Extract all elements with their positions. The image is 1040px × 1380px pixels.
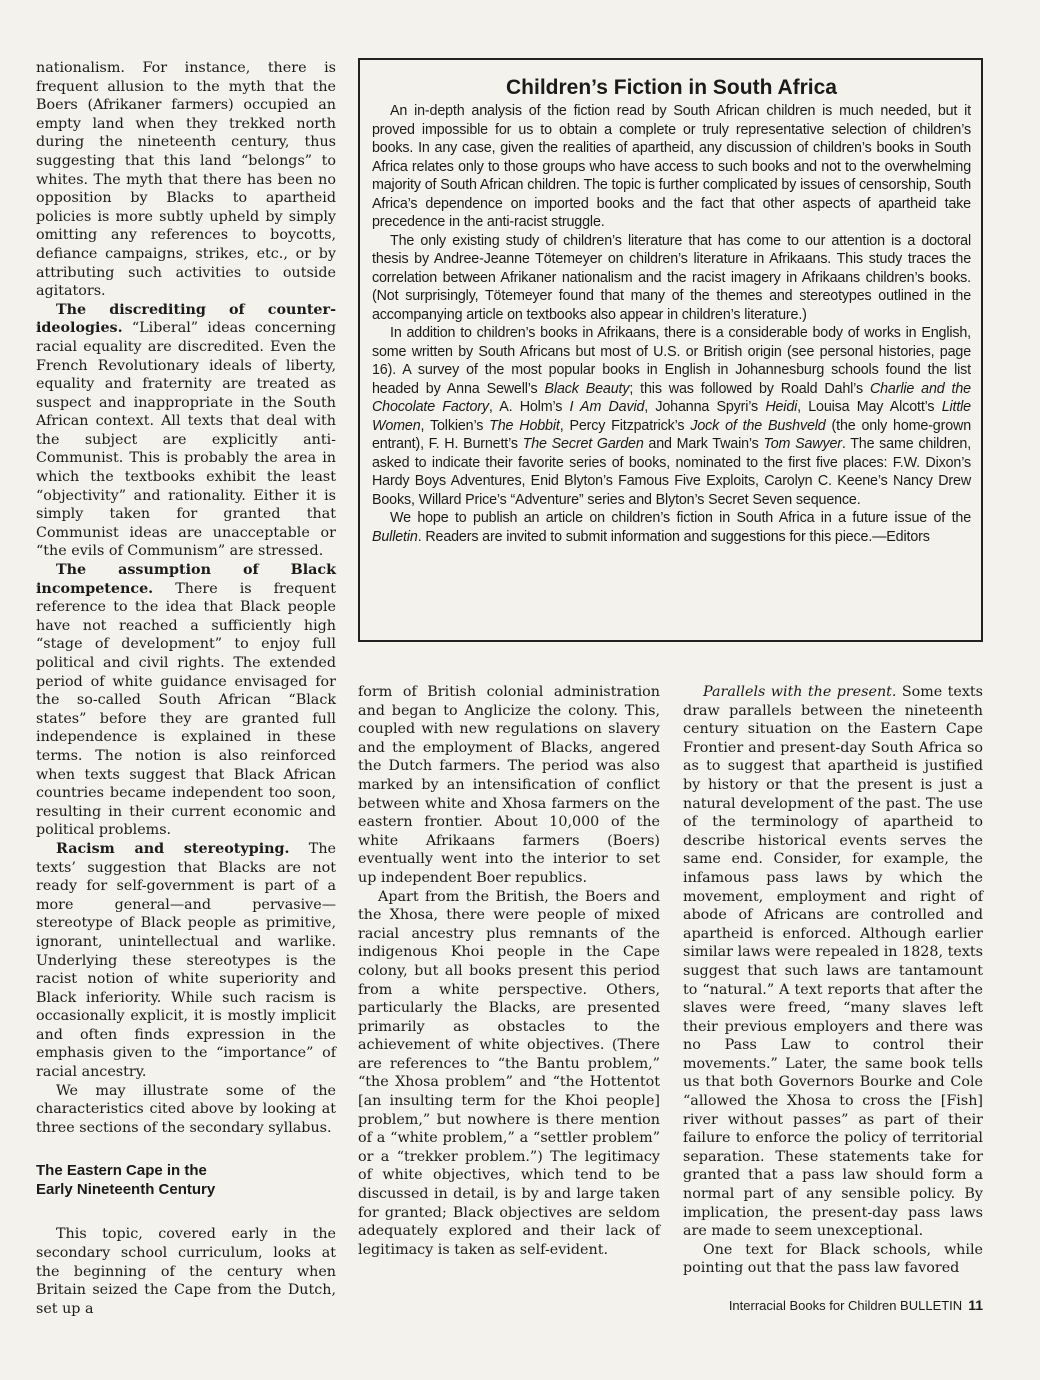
sidebar-box xyxy=(358,58,983,642)
paragraph: form of British colonial administration and began to Anglicize the colony. This, coupled with new regulations on slavery and the employment of Blacks, angered the Dutch farmers. The period was also marked by an intensification of conflict between white and Xhosa farmers on the eastern frontier. About 10,000 of the white Afrikaans farmers (Boers) eventually went into the interior to set up independent Boer republics. xyxy=(358,684,660,886)
publication-title: Bulletin xyxy=(372,528,418,545)
paragraph: Parallels with the present. Some texts draw parallels between the nineteenth century situation on the Eastern Cape Frontier and present-day South Africa so as to suggest that apartheid is justified by history or that the present is just a natural development of the past. The use of the terminology of apartheid to describe historical events serves the same end. Consider, for example, the infamous pass laws by which the movement, employment and right of abode of Africans are controlled and apartheid is enforced. Although earlier similar laws were repealed in 1828, texts suggest that such laws are tantamount to “natural.” A text reports that after the slaves were freed, “many slaves left their previous employers and there was no Pass Law to control their movements.” Later, the same book tells us that both Governors Bourke and Cole “allowed the Xhosa to cross the [Fish] river without passes” as part of their failure to enforce the policy of territorial separation. These statements take for granted that a pass law should form a normal part of any sensible policy. By implication, the present-day pass laws are made to seem unexceptional. xyxy=(683,684,983,1240)
section-heading: The Eastern Cape in the Early Nineteenth Century xyxy=(36,1162,216,1199)
publication-name: Interracial Books for Children BULLETIN xyxy=(728,1298,963,1313)
paragraph: nationalism. For instance, there is frequent allusion to the myth that the Boers (Afrikaner farmers) occupied an empty land when they trekked north during the nineteenth century, thus suggesting that this land “belongs” to whites. The myth that there has been no opposition by Blacks to apartheid policies is more subtly upheld by simply omitting any references to boycotts, defiance campaigns, strikes, etc., or by attributing such activities to outside agitators. xyxy=(36,60,336,300)
paragraph: The assumption of Black incompetence. There is frequent reference to the idea that Black people have not reached a sufficiently high “stage of development” to enjoy full political and civil rights. The extended period of white guidance envisaged for the so-called South African “Black states” before they are granted full independence is explained in these terms. The notion is also reinforced when texts suggest that Black African countries became independent too soon, resulting in their current economic and political problems. xyxy=(36,562,336,839)
sidebar-paragraph-1: An in-depth analysis of the fiction read by South African children is much needed, but it proved impossible for us to obtain a complete or truly representative selection of children’s books. In any case, given the realities of apartheid, any discussion of children’s books in South Africa relates only to those groups who have access to such books and not to the overwhelming majority of South African children. The topic is further complicated by issues of censorship, South Africa’s dependence on imported books and the fact that other aspects of apartheid take precedence in the anti-racist struggle. xyxy=(372,103,971,230)
right-column xyxy=(683,683,983,1278)
book-title: Heidi xyxy=(765,399,798,415)
book-title: The Hobbit xyxy=(489,417,560,434)
sidebar-paragraph-4: We hope to publish an article on children’s fiction in South Africa in a future issue of the Bulletin. Readers are invited to submit information and suggestions for this piece.—Editors xyxy=(372,510,971,545)
sidebar-title: Children’s Fiction in South Africa xyxy=(506,76,837,99)
left-column xyxy=(36,59,336,1318)
run-in-heading: The assumption of Black incompetence. xyxy=(36,562,336,597)
run-in-heading: Racism and stereotyping. xyxy=(56,840,290,857)
book-title: I Am David xyxy=(569,399,645,415)
middle-column xyxy=(358,683,660,1259)
sidebar-paragraph-3: In addition to children’s books in Afrikaans, there is a considerable body of works in English, some written by South Africans but most of U.S. or British origin (see personal histories, page 16). A survey of the most popular books in English in Johannesburg schools found the list headed by Anna Sewell’s Black Beauty; this was followed by Roald Dahl’s Charlie and the Chocolate Factory, A. Holm’s I Am David, Johanna Spyri’s Heidi, Louisa May Alcott’s Little Women, Tolkien’s The Hobbit, Percy Fitzpatrick’s Jock of the Bushveld (the only home-grown entrant), F. H. Burnett’s The Secret Garden and Mark Twain’s Tom Sawyer. The same children, asked to indicate their favorite series of books, nominated to the first five places: F.W. Dixon’s Hardy Boys Adventures, Enid Blyton’s Famous Five Exploits, Carolyn C. Keene’s Nancy Drew Books, Willard Price’s “Adventure” series and Blyton’s Secret Seven sequence. xyxy=(372,325,972,508)
book-title: Little Women xyxy=(372,399,971,434)
book-title: Jock of the Bushveld xyxy=(690,417,826,434)
paragraph: We may illustrate some of the characteristics cited above by looking at three sections of the secondary syllabus. xyxy=(36,1082,336,1136)
paragraph: This topic, covered early in the secondary school curriculum, looks at the beginning of the century when Britain seized the Cape from the Dutch, set up a xyxy=(36,1226,336,1317)
paragraph: Apart from the British, the Boers and the Xhosa, there were people of mixed racial ancestry plus remnants of the indigenous Khoi people in the Cape colony, but all books present this period from a white perspective. Others, particularly the Blacks, are presented primarily as obstacles to the achievement of white objectives. (There are references to “the Bantu problem,” “the Xhosa problem” and “the Hottentot [an insulting term for the Khoi people] problem,” but nowhere is there mention of a “white problem,” a “settler problem” or a “trekker problem.”) The legitimacy of white objectives, which tend to be discussed in detail, is by and large taken for granted; Black objectives are seldom adequately explored and their lack of legitimacy is taken as self-evident. xyxy=(358,888,660,1258)
book-title: The Secret Garden xyxy=(522,436,644,452)
book-title: Black Beauty xyxy=(544,380,630,397)
paragraph: The discrediting of counter-ideologies. “Liberal” ideas concerning racial equality are discredited. Even the French Revolutionary ideals of liberty, equality and fraternity are treated as suspect and inappropriate in the South African context. All texts that deal with the subject are explicitly anti-Communist. This is probably the area in which the textbooks exhibit the least “objectivity” and rationality. Either it is simply taken for granted that Communist ideas are unacceptable or “the evils of Communism” are stressed. xyxy=(36,301,336,560)
book-title: Charlie and the Chocolate Factory xyxy=(372,380,971,415)
paragraph: Racism and stereotyping. The texts’ suggestion that Blacks are not ready for self-government is part of a more general—and pervasive—stereotype of Black people as primitive, ignorant, unintellectual and warlike. Underlying these stereotypes is the racist notion of white superiority and Black inferiority. While such racism is occasionally explicit, it is mostly implicit and often finds expression in the emphasis given to the “importance” of racial ancestry. xyxy=(36,840,336,1081)
book-title: Tom Sawyer xyxy=(763,436,842,452)
run-in-heading: Parallels with the present. xyxy=(703,684,897,700)
sidebar-body xyxy=(372,76,971,546)
sidebar-paragraph-2: The only existing study of children’s literature that has come to our attention is a doctoral thesis by Andree-Jeanne Tötemeyer on children’s literature in Afrikaans. This study traces the correlation between Afrikaner nationalism and the racist imagery in Afrikaans children’s books. (Not surprisingly, Tötemeyer found that many of the themes and stereotypes outlined in the accompanying article on textbooks also appear in children’s literature.) xyxy=(372,232,971,323)
run-in-heading: The discrediting of counter-ideologies. xyxy=(36,301,336,337)
page-footer xyxy=(675,1297,983,1313)
page-number: 11 xyxy=(968,1297,983,1313)
paragraph: One text for Black schools, while pointing out that the pass law favored xyxy=(683,1241,983,1277)
